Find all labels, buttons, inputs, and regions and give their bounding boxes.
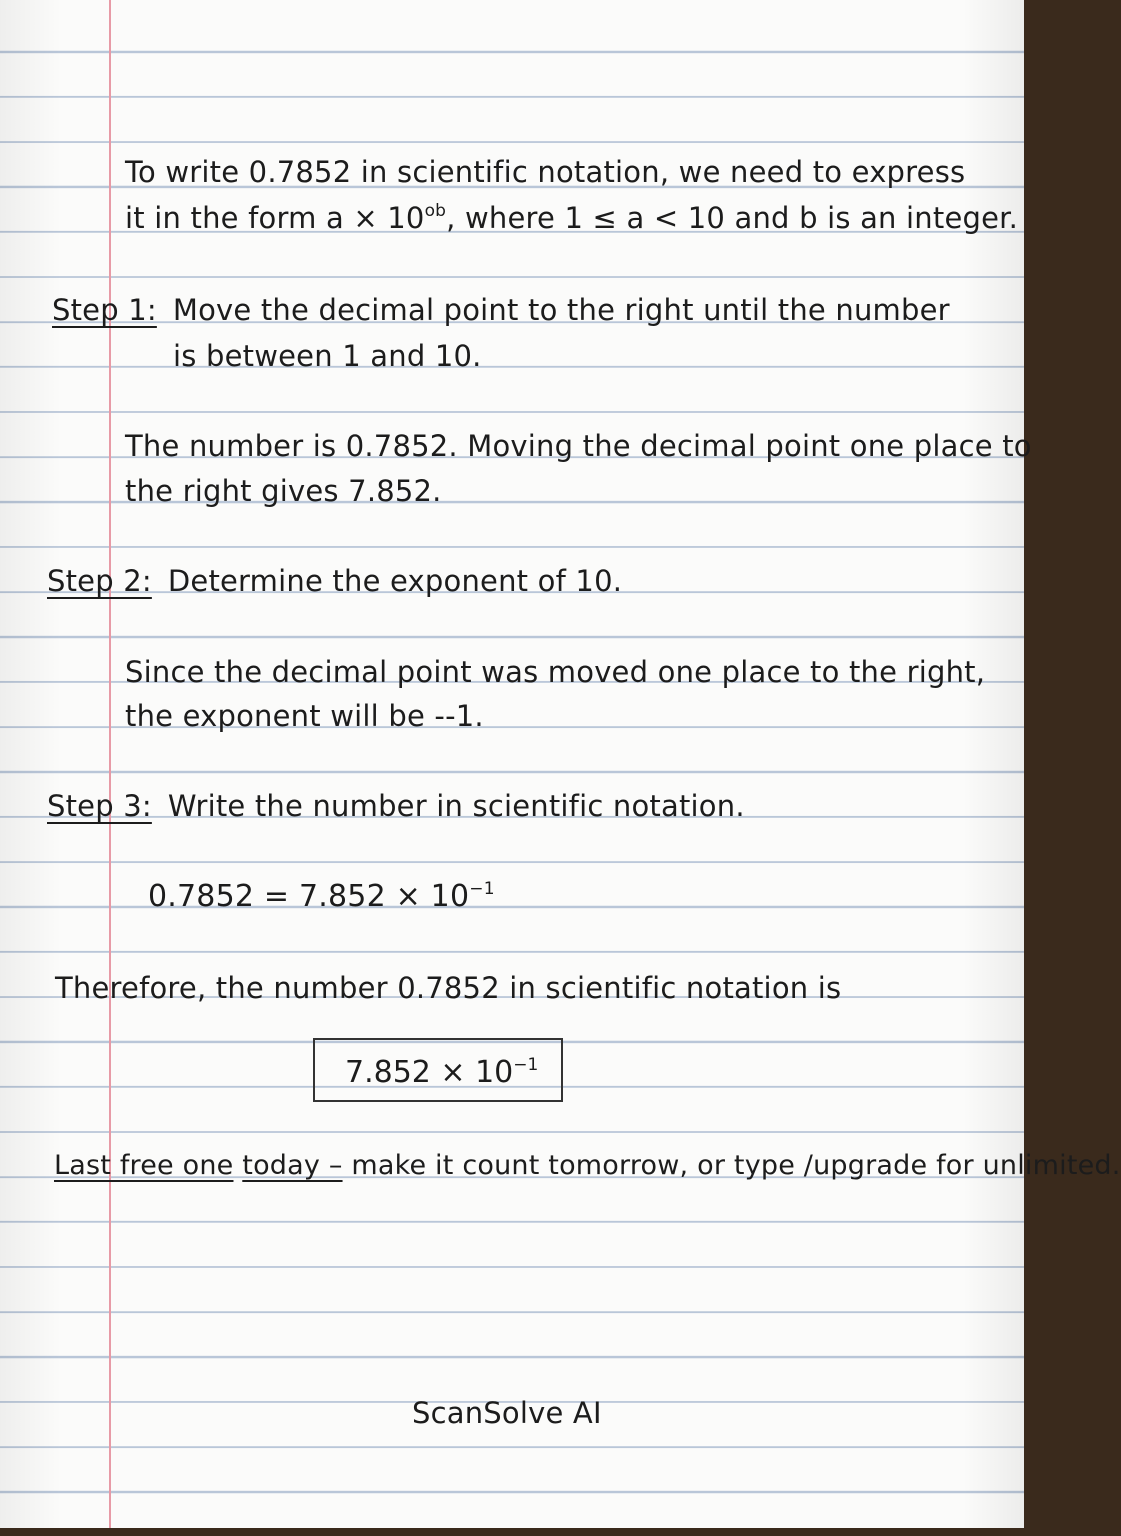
- intro-line-2-start: it in the form a × 10: [125, 201, 425, 235]
- step3-label: Step 3:: [47, 789, 152, 823]
- step1-detail-1: The number is 0.7852. Moving the decimal point one place to: [125, 429, 1032, 463]
- step2-heading: [47, 559, 622, 604]
- intro-line-2: [125, 196, 1018, 241]
- conclusion-line: Therefore, the number 0.7852 in scientific notation is: [55, 971, 842, 1005]
- step1-line-2: is between 1 and 10.: [173, 339, 482, 373]
- answer-exponent: −1: [513, 1055, 539, 1075]
- upgrade-note: [54, 1143, 1121, 1188]
- equation-base: 0.7852 = 7.852 × 10: [148, 879, 470, 914]
- intro-line-2-end: , where 1 ≤ a < 10 and b is an integer.: [446, 201, 1019, 235]
- step2-line-1: Determine the exponent of 10.: [167, 564, 623, 598]
- step1-detail-2: the right gives 7.852.: [125, 474, 442, 508]
- brand-text: ScanSolve AI: [412, 1396, 602, 1430]
- step2-label: Step 2:: [47, 564, 152, 598]
- note-underlined-1: Last free one: [54, 1150, 234, 1181]
- answer-base: 7.852 × 10: [345, 1055, 514, 1090]
- step1-label: Step 1:: [52, 293, 157, 327]
- margin-line: [109, 0, 111, 1528]
- step1-heading: [52, 288, 950, 333]
- intro-line-1: To write 0.7852 in scientific notation, we need to express: [125, 155, 966, 189]
- intro-exponent: ob: [424, 201, 447, 221]
- equation-exponent: −1: [469, 879, 495, 899]
- step2-detail-2: the exponent will be --1.: [125, 699, 484, 733]
- answer-text: [345, 1050, 538, 1095]
- step1-line-1: Move the decimal point to the right until the number: [172, 293, 950, 327]
- note-rest: make it count tomorrow, or type /upgrade for unlimited.: [351, 1150, 1121, 1181]
- step3-equation: [148, 874, 495, 919]
- step3-heading: [47, 784, 745, 829]
- step3-line-1: Write the number in scientific notation.: [167, 789, 745, 823]
- note-underlined-2: today –: [242, 1150, 343, 1181]
- step2-detail-1: Since the decimal point was moved one place to the right,: [125, 655, 986, 689]
